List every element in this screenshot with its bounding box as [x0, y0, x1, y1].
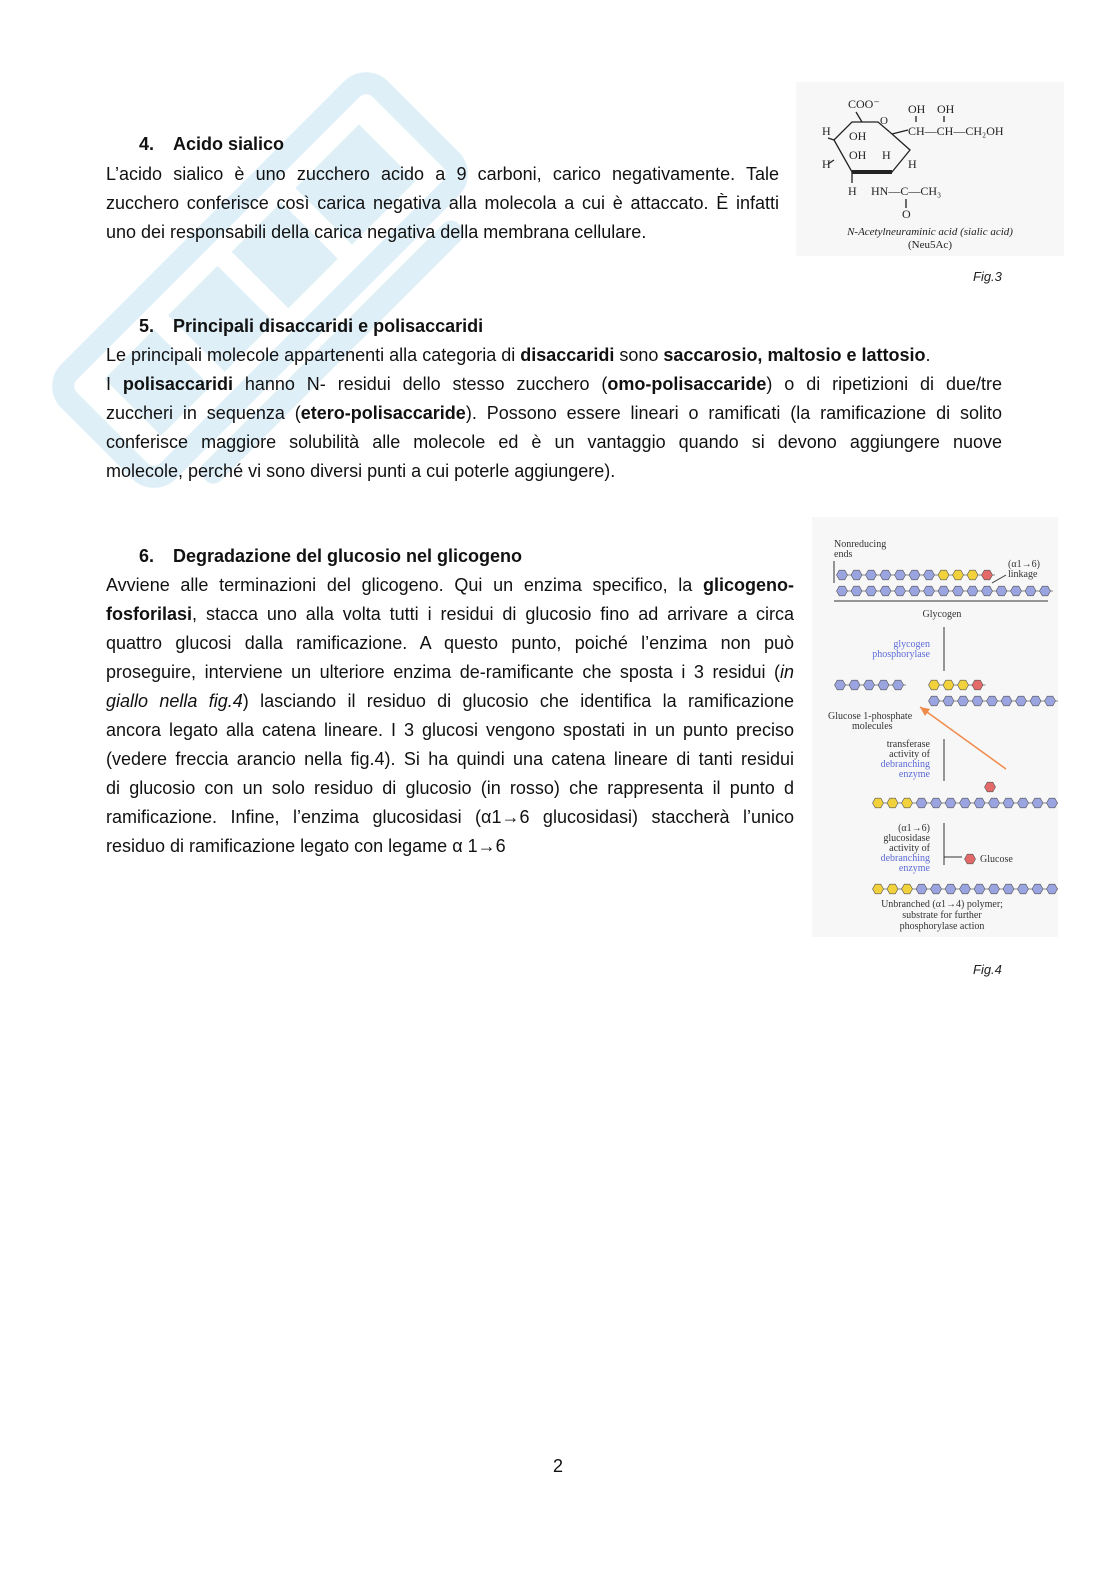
glucose-residue	[1030, 696, 1041, 706]
fig4-label-unbranched-1: Unbranched (α1→4) polymer;	[881, 899, 1003, 910]
fig3-h-b: H	[822, 157, 831, 171]
glucose-residue	[880, 586, 891, 596]
glucose-residue	[982, 586, 993, 596]
glucose-residue	[989, 798, 1000, 808]
glucose-residue	[866, 570, 877, 580]
fig3-h-a: H	[822, 124, 831, 138]
glucose-residue	[1003, 798, 1014, 808]
figure-4-caption: Fig.4	[973, 962, 1002, 977]
glucose-residue	[960, 798, 971, 808]
fig4-label-g1p-2: molecules	[852, 721, 893, 732]
glucose-residue	[958, 696, 969, 706]
fig4-label-glucosidase-2: glucosidase	[883, 833, 930, 844]
glucose-residue	[887, 798, 898, 808]
fig4-label-unbranched-2: substrate for further	[902, 910, 982, 921]
glucose-residue	[924, 586, 935, 596]
glucose-residue	[1032, 884, 1043, 894]
glucose-residue	[837, 586, 848, 596]
fig3-oh-top-2: OH	[937, 102, 955, 116]
glucose-residue	[909, 570, 920, 580]
glucose-residue	[851, 586, 862, 596]
glucose-residue	[929, 696, 940, 706]
glucose-residue	[887, 884, 898, 894]
glucose-residue	[916, 798, 927, 808]
fig4-label-g1p-1: Glucose 1-phosphate	[828, 711, 913, 722]
glucose-residue	[931, 798, 942, 808]
glucose-residue	[985, 782, 996, 792]
fig3-carbonyl-o: O	[902, 207, 911, 221]
glucose-residue	[989, 884, 1000, 894]
glucose-residue	[1045, 696, 1056, 706]
fig4-label-ends: ends	[834, 549, 853, 560]
glucose-residue	[1001, 696, 1012, 706]
glucose-residue	[974, 798, 985, 808]
fig3-name-line1: N-Acetylneuraminic acid (sialic acid)	[847, 226, 1013, 238]
glucose-residue	[945, 884, 956, 894]
fig4-label-transferase-4: enzyme	[898, 769, 930, 780]
fig3-ring-oh-1: OH	[849, 129, 867, 143]
glucose-residue	[965, 854, 976, 864]
glucose-residue	[972, 696, 983, 706]
glucose-residue	[909, 586, 920, 596]
fig3-ring-oh-2: OH	[849, 148, 867, 162]
fig4-label-glucose: Glucose	[980, 854, 1013, 865]
glucose-residue	[967, 570, 978, 580]
fig3-nh-group: HN—C—CH₃	[871, 184, 942, 198]
glucose-residue	[982, 570, 993, 580]
section-4-heading: 4. Acido sialico	[139, 134, 285, 154]
fig3-coo: COO⁻	[848, 97, 880, 111]
fig4-label-phosphorylase-2: phosphorylase	[872, 649, 930, 660]
glucose-residue	[938, 586, 949, 596]
glucose-residue	[960, 884, 971, 894]
fig4-label-glucosidase-5: enzyme	[898, 863, 930, 874]
fig3-side-chain: CH—CH—CH₂OH	[908, 124, 1004, 138]
glucose-residue	[1018, 884, 1029, 894]
glucose-residue	[974, 884, 985, 894]
fig4-label-transferase-3: debranching	[880, 759, 930, 770]
fig4-label-transferase-1: transferase	[886, 739, 930, 750]
glucose-residue	[943, 696, 954, 706]
section-6-heading: 6. Degradazione del glucosio nel glicogeno	[139, 546, 523, 566]
fig4-label-linkage-2: linkage	[1008, 569, 1038, 580]
glucose-residue	[1047, 798, 1058, 808]
glucose-residue	[878, 680, 889, 690]
glucose-residue	[1025, 586, 1036, 596]
glucose-residue	[873, 798, 884, 808]
glucose-residue	[953, 586, 964, 596]
page-number: 2	[552, 1456, 563, 1476]
glucose-residue	[943, 680, 954, 690]
glucose-residue	[1040, 586, 1051, 596]
glucose-residue	[1032, 798, 1043, 808]
glucose-residue	[1003, 884, 1014, 894]
fig3-h-c: H	[882, 148, 891, 162]
fig3-ring-o: O	[880, 115, 888, 127]
glucose-residue	[967, 586, 978, 596]
glucose-residue	[849, 680, 860, 690]
section-6-paragraph: Avviene alle terminazioni del glicogeno. Qui un enzima specifico, la glicogeno- fosforilasi, stacca uno alla volta tutti i residui di glucosio fino ad arrivare a circa quattro glucosi dalla ramificazione. A questo punto, poiché l’enzima non può proseguire, interviene un ulteriore enzima de-ramificante che sposta i 3 residui (in giallo nella fig.4) lasciando il residuo di glucosio che identifica la ramificazione ancora legato alla catena lineare. I 3 glucosi vengono spostati in un punto preciso (vedere freccia arancio nella fig.4). Si ha quindi una catena lineare di tanti residui di glucosio con un solo residuo di glucosio (in rosso) che rappresenta il punto d ramificazione. Infine, l’enzima glucosidasi (α1→6 glucosidasi) staccherà l’unico residuo di ramificazione legato con legame α 1→6	[106, 575, 794, 856]
glucose-residue	[1011, 586, 1022, 596]
glycogen-degradation-diagram	[812, 517, 1058, 937]
glucose-residue	[851, 570, 862, 580]
figure-3	[796, 82, 1064, 256]
glucose-residue	[953, 570, 964, 580]
fig4-label-unbranched-3: phosphorylase action	[899, 921, 985, 932]
glucose-residue	[916, 884, 927, 894]
glucose-residue	[837, 570, 848, 580]
fig4-label-glucosidase-4: debranching	[880, 853, 930, 864]
glucose-residue	[893, 680, 904, 690]
glucose-residue	[880, 570, 891, 580]
sialic-acid-structure	[796, 82, 1064, 256]
fig4-label-glucosidase-1: (α1→6)	[898, 823, 930, 834]
glucose-residue	[987, 696, 998, 706]
fig3-h-d: H	[908, 157, 917, 171]
section-5-heading: 5. Principali disaccaridi e polisaccaridi	[139, 316, 484, 336]
glucose-residue	[902, 884, 913, 894]
fig4-label-linkage-1: (α1→6)	[1008, 559, 1040, 570]
glucose-residue	[958, 680, 969, 690]
glucose-residue	[895, 586, 906, 596]
fig3-h-e: H	[848, 184, 857, 198]
glucose-residue	[873, 884, 884, 894]
section-4-paragraph: L’acido sialico è uno zucchero acido a 9 carboni, carico negativamente. Tale zucchero conferisce così carica negativa alla molecola a cui è attaccato. È infatti uno dei responsabili della carica negativa della membrana cellulare.	[106, 164, 779, 242]
glucose-residue	[895, 570, 906, 580]
fig3-name-line2: (Neu5Ac)	[908, 239, 952, 251]
glucose-residue	[902, 798, 913, 808]
glucose-residue	[972, 680, 983, 690]
glucose-residue	[1018, 798, 1029, 808]
section-5-paragraph: Le principali molecole appartenenti alla categoria di disaccaridi sono saccarosio, maltosio e lattosio. I polisaccaridi hanno N- residui dello stesso zucchero (omo-polisaccaride) o di ripetizioni di due/tre zuccheri in sequenza (etero-polisaccaride). Possono essere lineari o ramificati (la ramificazione di solito conferisce maggiore solubilità alle molecole ed è un vantaggio quando si devono aggiungere nuove molecole, perché vi sono diversi punti a cui poterle aggiungere).	[106, 345, 1002, 481]
fig4-label-transferase-2: activity of	[889, 749, 930, 760]
fig4-label-phosphorylase-1: glycogen	[893, 639, 930, 650]
glucose-residue	[924, 570, 935, 580]
figure-4	[812, 517, 1058, 937]
glucose-residue	[929, 680, 940, 690]
glucose-residue	[945, 798, 956, 808]
fig4-label-glycogen: Glycogen	[922, 609, 962, 620]
glucose-residue	[1047, 884, 1058, 894]
glucose-residue	[835, 680, 846, 690]
fig4-label-nonreducing: Nonreducing	[834, 539, 887, 550]
glucose-residue	[996, 586, 1007, 596]
glucose-residue	[864, 680, 875, 690]
figure-3-caption: Fig.3	[973, 269, 1002, 284]
glucose-residue	[931, 884, 942, 894]
fig3-oh-top-1: OH	[908, 102, 926, 116]
glucose-residue	[866, 586, 877, 596]
glucose-residue	[1016, 696, 1027, 706]
fig4-label-glucosidase-3: activity of	[889, 843, 930, 854]
glucose-residue	[938, 570, 949, 580]
